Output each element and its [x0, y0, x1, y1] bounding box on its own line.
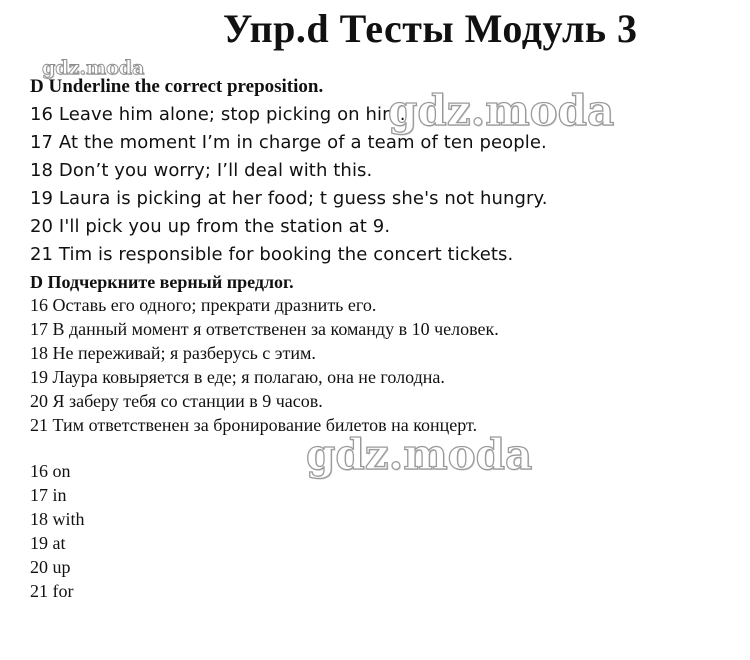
russian-line-20: 20 Я заберу тебя со станции в 9 часов.	[30, 391, 323, 411]
english-line-17: 17 At the moment I’m in charge of a team of ten people.	[30, 132, 547, 153]
watermark-small: gdz.moda	[42, 57, 145, 79]
answer-20: 20 up	[30, 557, 71, 577]
russian-exercise-heading: D Подчеркните верный предлог.	[30, 272, 294, 292]
russian-line-16: 16 Оставь его одного; прекрати дразнить его.	[30, 295, 377, 315]
answer-19: 19 at	[30, 533, 66, 553]
english-line-18: 18 Don’t you worry; I’ll deal with this.	[30, 160, 373, 181]
answer-16: 16 on	[30, 461, 71, 481]
english-exercise-heading: D Underline the correct preposition.	[30, 76, 324, 97]
answer-17: 17 in	[30, 485, 67, 505]
russian-line-18: 18 Не переживай; я разберусь с этим.	[30, 343, 316, 363]
english-line-21: 21 Tim is responsible for booking the concert tickets.	[30, 244, 514, 265]
english-line-16: 16 Leave him alone; stop picking on him.	[30, 104, 406, 125]
answer-18: 18 with	[30, 509, 85, 529]
russian-line-17: 17 В данный момент я ответственен за команду в 10 человек.	[30, 319, 499, 339]
watermark-large: gdz.moda	[388, 86, 615, 135]
russian-line-19: 19 Лаура ковыряется в еде; я полагаю, она не голодна.	[30, 367, 445, 387]
russian-line-21: 21 Тим ответственен за бронирование билетов на концерт.	[30, 415, 478, 435]
answer-21: 21 for	[30, 581, 74, 601]
watermark-large: gdz.moda	[306, 430, 533, 479]
english-line-19: 19 Laura is picking at her food; t guess she's not hungry.	[30, 188, 548, 209]
english-line-20: 20 I'll pick you up from the station at 9.	[30, 216, 391, 237]
page-title: Упр.d Тесты Модуль 3	[223, 6, 638, 51]
